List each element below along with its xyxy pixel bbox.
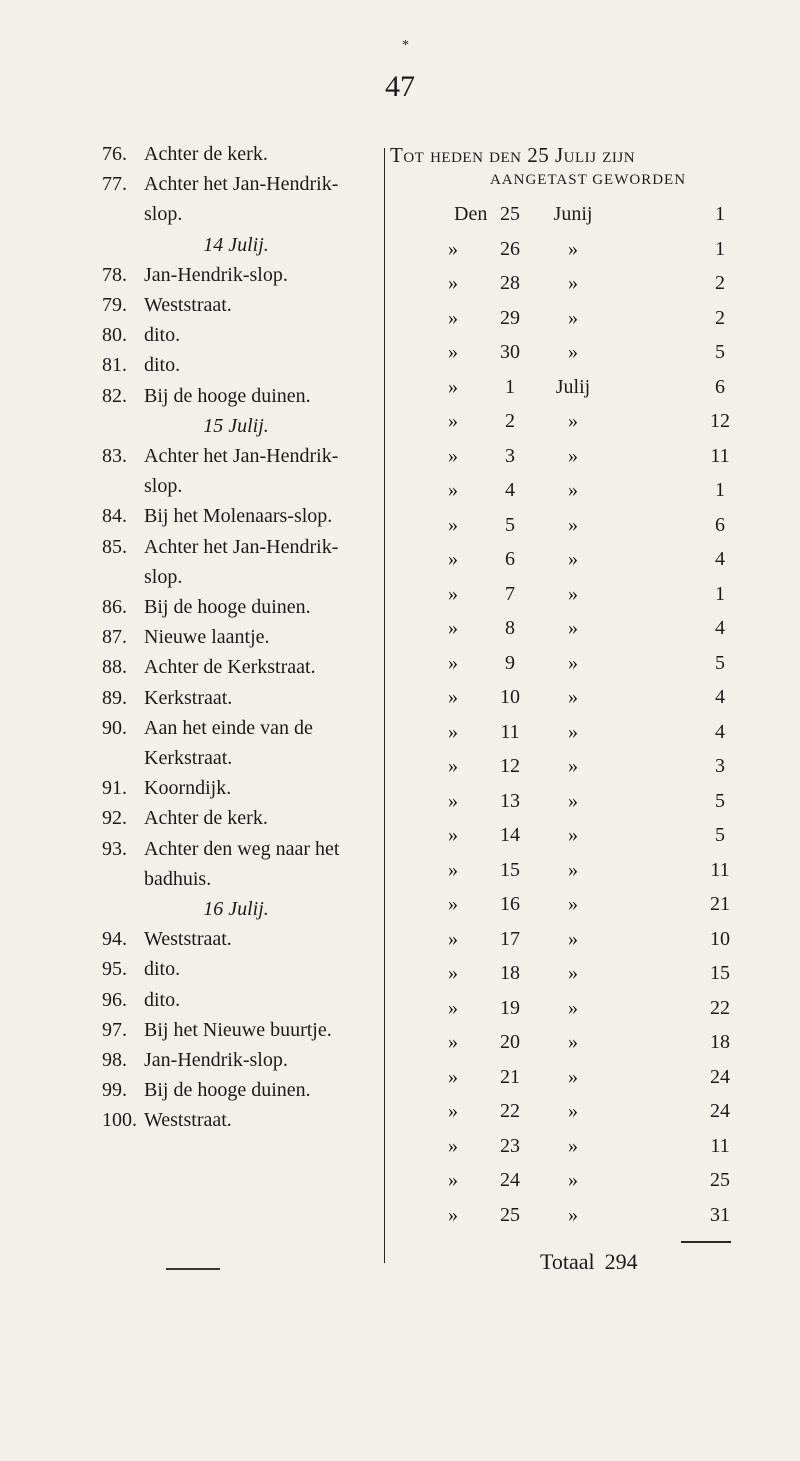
- row-month: »: [568, 720, 578, 743]
- entry-text: Kerkstraat.: [144, 747, 233, 769]
- row-month: »: [568, 927, 578, 950]
- entry-text: Jan-Hendrik-slop.: [144, 1049, 288, 1071]
- row-count: 12: [710, 410, 730, 432]
- row-day: 12: [500, 755, 520, 777]
- row-day: 20: [500, 1031, 520, 1053]
- row-day: 28: [500, 272, 520, 294]
- row-prefix: »: [448, 1134, 458, 1157]
- row-day: 9: [505, 651, 515, 674]
- list-item: [102, 596, 392, 619]
- list-item: [102, 445, 392, 468]
- row-prefix: »: [448, 755, 458, 777]
- row-prefix: »: [448, 720, 458, 743]
- row-prefix: »: [448, 996, 458, 1019]
- entry-number: 90.: [102, 716, 127, 739]
- entry-number: 100.: [102, 1109, 137, 1132]
- list-item: [102, 1019, 392, 1042]
- entry-text: Koorndijk.: [144, 777, 232, 800]
- list-item: [102, 626, 392, 649]
- row-month: Julij: [555, 375, 591, 398]
- row-month: »: [568, 1203, 578, 1226]
- row-prefix: »: [448, 617, 458, 639]
- row-month: »: [568, 237, 578, 260]
- row-prefix: »: [448, 375, 458, 398]
- entry-text: dito.: [144, 958, 181, 981]
- entry-number: 86.: [102, 596, 127, 618]
- row-count: 6: [715, 375, 725, 398]
- row-month: »: [568, 341, 578, 363]
- list-item: [102, 838, 392, 861]
- list-item: [102, 294, 392, 317]
- row-month: »: [568, 617, 578, 639]
- sum-line: [681, 1241, 731, 1243]
- row-month: »: [568, 755, 578, 777]
- entry-text: badhuis.: [144, 867, 212, 890]
- row-prefix: »: [448, 1169, 458, 1191]
- row-day: 8: [505, 617, 515, 639]
- row-day: 5: [505, 513, 515, 536]
- row-day: 7: [505, 582, 515, 605]
- row-day: 21: [500, 1065, 520, 1088]
- entry-number: 92.: [102, 807, 127, 830]
- row-month: »: [568, 1169, 578, 1191]
- list-item: [144, 203, 434, 226]
- row-prefix: »: [448, 548, 458, 570]
- row-prefix: »: [448, 651, 458, 674]
- entry-number: 79.: [102, 294, 127, 316]
- row-month: »: [568, 651, 578, 674]
- row-count: 31: [710, 1203, 730, 1226]
- date-heading: [102, 234, 370, 257]
- row-prefix: »: [448, 513, 458, 536]
- row-day: 26: [500, 237, 520, 260]
- date-heading: [102, 415, 370, 438]
- row-day: 10: [500, 686, 520, 708]
- row-prefix: »: [448, 237, 458, 260]
- row-day: 25: [500, 203, 520, 225]
- entry-text: Bij het Molenaars-slop.: [144, 505, 333, 528]
- row-prefix: »: [448, 1100, 458, 1122]
- row-month: »: [568, 548, 578, 570]
- row-count: 2: [715, 306, 725, 329]
- entry-text: Aan het einde van de: [144, 716, 313, 739]
- entry-number: 83.: [102, 445, 127, 467]
- row-month: »: [568, 513, 578, 536]
- entry-number: 78.: [102, 263, 127, 286]
- row-month: »: [568, 893, 578, 915]
- entry-number: 91.: [102, 777, 127, 800]
- entry-text: Bij het Nieuwe buurtje.: [144, 1018, 332, 1041]
- entry-number: 82.: [102, 384, 127, 407]
- row-count: 2: [715, 272, 725, 294]
- row-count: 6: [715, 513, 725, 536]
- entry-text: Bij de hooge duinen.: [144, 1079, 311, 1102]
- list-item: [102, 687, 392, 710]
- row-prefix: »: [448, 927, 458, 950]
- row-day: 14: [500, 824, 520, 846]
- row-month: »: [568, 306, 578, 329]
- entry-number: 99.: [102, 1079, 127, 1102]
- list-item: [102, 143, 392, 166]
- entry-text: Weststraat.: [144, 1109, 232, 1132]
- row-prefix: »: [448, 272, 458, 294]
- row-day: 18: [500, 962, 520, 984]
- list-item: [102, 1079, 392, 1102]
- row-prefix: »: [448, 1031, 458, 1053]
- row-count: 11: [710, 444, 730, 467]
- row-day: 16: [500, 893, 520, 915]
- date-heading: [102, 898, 370, 921]
- row-prefix: »: [448, 686, 458, 708]
- entry-text: dito.: [144, 988, 181, 1011]
- entry-number: 88.: [102, 656, 127, 679]
- row-day: 4: [505, 479, 515, 501]
- row-count: 22: [710, 996, 730, 1019]
- row-count: 4: [715, 686, 725, 708]
- row-day: 23: [500, 1134, 520, 1157]
- row-month: »: [568, 479, 578, 501]
- row-count: 1: [715, 203, 725, 225]
- list-item: [102, 324, 392, 347]
- row-prefix: »: [448, 582, 458, 605]
- entry-text: slop.: [144, 565, 183, 588]
- row-day: 6: [505, 548, 515, 570]
- row-month: »: [568, 272, 578, 294]
- row-month: »: [568, 1100, 578, 1122]
- row-day: 17: [500, 927, 520, 950]
- list-item: [102, 385, 392, 408]
- row-count: 5: [715, 651, 725, 674]
- table-header-line1: Tot heden den 25 Julij zijn: [390, 143, 636, 167]
- row-count: 1: [715, 479, 725, 501]
- column-divider: [384, 148, 385, 1263]
- row-day: 2: [505, 410, 515, 432]
- row-month: »: [568, 962, 578, 984]
- row-prefix: »: [448, 824, 458, 846]
- row-day: 25: [500, 1203, 520, 1226]
- row-count: 11: [710, 1134, 730, 1157]
- entry-text: 16 Julij.: [203, 898, 269, 920]
- entry-text: dito.: [144, 324, 181, 347]
- row-month: »: [568, 582, 578, 605]
- list-item: [102, 928, 392, 951]
- list-item: [102, 1109, 392, 1132]
- row-day: 11: [500, 720, 520, 743]
- ink-mark: *: [402, 38, 409, 53]
- row-month: »: [568, 789, 578, 812]
- list-item: [102, 777, 392, 800]
- row-prefix: »: [448, 962, 458, 984]
- total-label: Totaal: [540, 1249, 595, 1274]
- row-day: 24: [500, 1169, 520, 1191]
- entry-text: Achter de Kerkstraat.: [144, 656, 316, 679]
- row-prefix: »: [448, 1203, 458, 1226]
- row-month: »: [568, 1031, 578, 1053]
- row-count: 1: [715, 237, 725, 260]
- list-item: [102, 264, 392, 287]
- row-prefix: »: [448, 444, 458, 467]
- row-count: 5: [715, 824, 725, 846]
- list-item: [144, 566, 434, 589]
- row-prefix: »: [448, 479, 458, 501]
- entry-number: 94.: [102, 928, 127, 951]
- entry-number: 97.: [102, 1018, 127, 1041]
- row-count: 10: [710, 927, 730, 950]
- list-item: [102, 1049, 392, 1072]
- row-month: »: [568, 996, 578, 1019]
- row-month: »: [568, 824, 578, 846]
- entry-number: 80.: [102, 324, 127, 347]
- row-prefix: »: [448, 893, 458, 915]
- entry-number: 85.: [102, 535, 127, 558]
- list-item: [102, 505, 392, 528]
- row-count: 4: [715, 548, 725, 570]
- row-count: 25: [710, 1169, 730, 1191]
- row-count: 1: [715, 582, 725, 605]
- entry-text: Achter den weg naar het: [144, 837, 340, 860]
- row-day: 15: [500, 858, 520, 881]
- entry-number: 96.: [102, 988, 127, 1011]
- row-day: 30: [500, 341, 520, 363]
- entry-number: 95.: [102, 958, 127, 981]
- entry-text: Kerkstraat.: [144, 686, 233, 709]
- entry-number: 98.: [102, 1049, 127, 1071]
- entry-text: 15 Julij.: [203, 414, 269, 437]
- entry-text: slop.: [144, 475, 183, 498]
- row-count: 21: [710, 893, 730, 915]
- row-prefix: »: [448, 858, 458, 881]
- entry-text: Achter het Jan-Hendrik-: [144, 445, 339, 467]
- row-prefix: »: [448, 1065, 458, 1088]
- row-month: »: [568, 686, 578, 708]
- row-day: 29: [500, 306, 520, 329]
- list-item: [144, 475, 434, 498]
- entry-number: 81.: [102, 354, 127, 377]
- row-month: »: [568, 410, 578, 432]
- total-row: [540, 1249, 638, 1275]
- row-day: 19: [500, 996, 520, 1019]
- entry-number: 89.: [102, 686, 127, 709]
- list-item: [102, 958, 392, 981]
- list-item: [102, 173, 392, 196]
- entry-text: Achter de kerk.: [144, 807, 268, 830]
- row-day: 1: [505, 375, 515, 398]
- row-month: Junij: [553, 203, 593, 225]
- list-item: [102, 717, 392, 740]
- list-item: [102, 354, 392, 377]
- page-number: 47: [385, 70, 415, 103]
- row-day: 3: [505, 444, 515, 467]
- row-prefix: Den: [454, 203, 488, 225]
- entry-text: 14 Julij.: [203, 233, 269, 256]
- row-count: 11: [710, 858, 730, 881]
- total-value: 294: [604, 1249, 638, 1274]
- entry-text: Achter het Jan-Hendrik-: [144, 173, 339, 196]
- row-count: 5: [715, 341, 725, 363]
- row-count: 4: [715, 720, 725, 743]
- table-header-line2: AANGETAST GEWORDEN: [489, 172, 687, 188]
- entry-text: Jan-Hendrik-slop.: [144, 263, 288, 286]
- row-count: 5: [715, 789, 725, 812]
- row-month: »: [568, 1134, 578, 1157]
- row-day: 13: [500, 789, 520, 812]
- row-count: 18: [710, 1031, 730, 1053]
- entry-text: Nieuwe laantje.: [144, 626, 270, 649]
- list-item: [102, 989, 392, 1012]
- row-month: »: [568, 1065, 578, 1088]
- entry-text: dito.: [144, 354, 181, 377]
- row-prefix: »: [448, 306, 458, 329]
- entry-text: Achter het Jan-Hendrik-: [144, 535, 339, 558]
- entry-number: 93.: [102, 837, 127, 860]
- closing-rule: [166, 1268, 220, 1270]
- list-item: [102, 807, 392, 830]
- entry-number: 84.: [102, 505, 127, 528]
- entry-text: Bij de hooge duinen.: [144, 596, 311, 618]
- entry-text: slop.: [144, 203, 183, 226]
- entry-text: Weststraat.: [144, 928, 232, 951]
- row-day: 22: [500, 1100, 520, 1122]
- row-count: 15: [710, 962, 730, 984]
- row-count: 3: [715, 755, 725, 777]
- list-item: [144, 747, 434, 770]
- entry-number: 87.: [102, 626, 127, 649]
- row-month: »: [568, 444, 578, 467]
- row-prefix: »: [448, 410, 458, 432]
- row-prefix: »: [448, 789, 458, 812]
- row-prefix: »: [448, 341, 458, 363]
- row-month: »: [568, 858, 578, 881]
- entry-number: 76.: [102, 143, 127, 165]
- row-count: 24: [710, 1100, 730, 1122]
- row-count: 4: [715, 617, 725, 639]
- list-item: [102, 536, 392, 559]
- entry-text: Achter de kerk.: [144, 143, 268, 165]
- entry-number: 77.: [102, 173, 127, 196]
- entry-text: Weststraat.: [144, 294, 232, 316]
- list-item: [144, 868, 434, 891]
- list-item: [102, 656, 392, 679]
- entry-text: Bij de hooge duinen.: [144, 384, 311, 407]
- row-count: 24: [710, 1065, 730, 1088]
